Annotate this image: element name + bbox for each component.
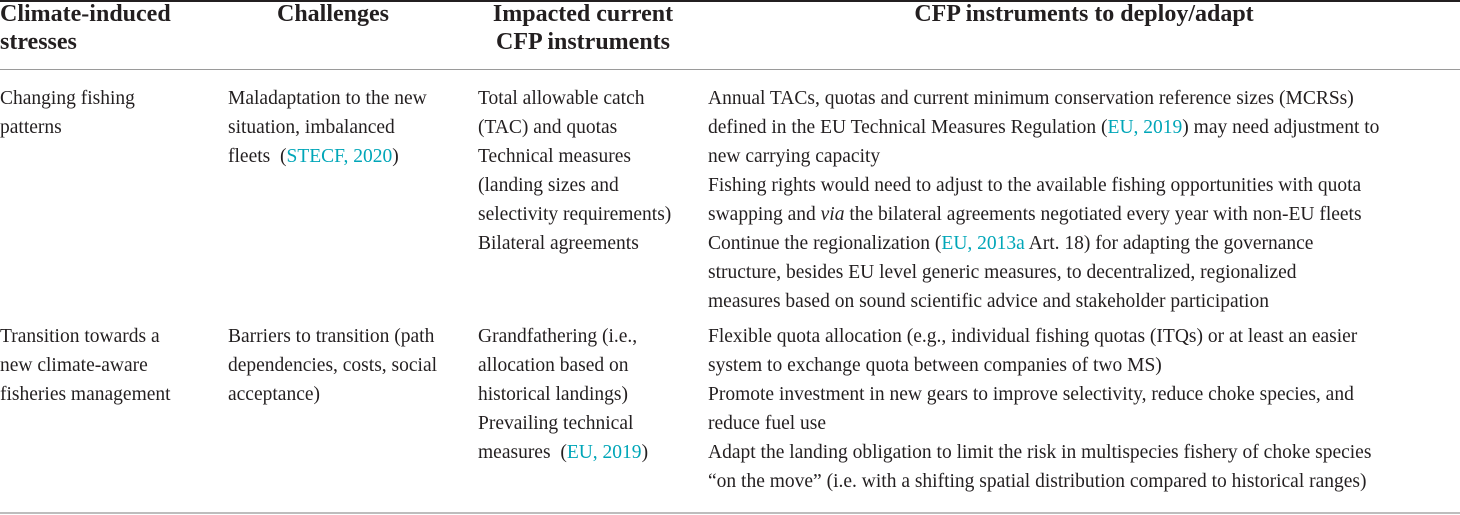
cell-line: historical landings) bbox=[478, 384, 629, 405]
cell-line: Fishing rights would need to adjust to the available fishing opportunities with quota bbox=[708, 175, 1362, 196]
cell-line: Prevailing technical bbox=[478, 413, 634, 434]
cell-line bbox=[708, 200, 1379, 229]
cell-text: measures bbox=[478, 442, 551, 463]
header-impacted-instruments bbox=[478, 0, 688, 56]
cell-line: patterns bbox=[0, 117, 62, 138]
cell-line: defined in the EU Technical Measures Regulation (EU, 2019) may need adjustment to bbox=[708, 117, 1380, 138]
header-text: stresses bbox=[0, 29, 77, 55]
cell-text: fleets bbox=[228, 146, 271, 167]
row1-stress-cell bbox=[0, 84, 135, 142]
header-divider-rule bbox=[0, 69, 1460, 70]
header-climate-induced-stresses bbox=[0, 0, 210, 56]
cell-line: fisheries management bbox=[0, 384, 171, 405]
header-text: CFP instruments bbox=[496, 29, 670, 55]
cell-line: Flexible quota allocation (e.g., individual fishing quotas (ITQs) or at least an easier bbox=[708, 326, 1358, 347]
reference-link-eu-2019[interactable]: EU, 2019 bbox=[1107, 117, 1183, 138]
cell-line: (TAC) and quotas bbox=[478, 117, 618, 138]
header-text: CFP instruments to deploy/adapt bbox=[914, 1, 1254, 27]
cell-line: “on the move” (i.e. with a shifting spatial distribution compared to historical ranges) bbox=[708, 471, 1367, 492]
row2-challenge-cell bbox=[228, 322, 437, 409]
cell-line: Bilateral agreements bbox=[478, 233, 639, 254]
reference-link-eu-2019[interactable]: EU, 2019 bbox=[566, 442, 642, 463]
reference-link-eu-2013a[interactable]: EU, 2013a bbox=[941, 233, 1025, 254]
header-instruments-to-deploy bbox=[708, 0, 1460, 28]
reference-link-stecf-2020[interactable]: STECF, 2020 bbox=[286, 146, 393, 167]
cell-line: Barriers to transition (path bbox=[228, 326, 435, 347]
cell-line: Transition towards a bbox=[0, 326, 160, 347]
cell-line: new carrying capacity bbox=[708, 146, 881, 167]
header-challenges bbox=[228, 0, 438, 28]
cell-line: situation, imbalanced bbox=[228, 117, 395, 138]
row2-impacted-cell bbox=[478, 322, 648, 467]
cell-line: system to exchange quota between companies of two MS) bbox=[708, 355, 1162, 376]
cell-line: allocation based on bbox=[478, 355, 629, 376]
cell-italic-text: via bbox=[820, 204, 845, 225]
cell-line: measures based on sound scientific advice and stakeholder participation bbox=[708, 291, 1269, 312]
cell-line: reduce fuel use bbox=[708, 413, 827, 434]
cell-line: measures (EU, 2019) bbox=[478, 442, 649, 463]
row2-stress-cell bbox=[0, 322, 171, 409]
cell-line: acceptance) bbox=[228, 384, 320, 405]
cell-text: swapping and bbox=[708, 204, 816, 225]
cell-line: Annual TACs, quotas and current minimum conservation reference sizes (MCRSs) bbox=[708, 88, 1354, 109]
row1-impacted-cell bbox=[478, 84, 671, 258]
cell-line: Continue the regionalization (EU, 2013a Art. 18) for adapting the governance bbox=[708, 233, 1314, 254]
header-text: Impacted current bbox=[492, 1, 674, 27]
cell-line: dependencies, costs, social bbox=[228, 355, 438, 376]
cell-line: Maladaptation to the new bbox=[228, 88, 427, 109]
row1-deploy-cell bbox=[708, 84, 1379, 316]
cell-text: defined in the EU Technical Measures Regulation bbox=[708, 117, 1097, 138]
cell-line: Adapt the landing obligation to limit the risk in multispecies fishery of choke species bbox=[708, 442, 1372, 463]
cell-line: fleets (STECF, 2020) bbox=[228, 146, 399, 167]
row1-challenge-cell bbox=[228, 84, 427, 171]
cell-line: Total allowable catch bbox=[478, 88, 645, 109]
cell-text: the bilateral agreements negotiated every year with non-EU fleets bbox=[849, 204, 1362, 225]
row2-deploy-cell bbox=[708, 322, 1371, 496]
cell-line: selectivity requirements) bbox=[478, 204, 672, 225]
cell-line: Technical measures bbox=[478, 146, 631, 167]
cell-line: Promote investment in new gears to improve selectivity, reduce choke species, and bbox=[708, 384, 1354, 405]
cell-line: Changing fishing bbox=[0, 88, 135, 109]
header-text: Challenges bbox=[276, 1, 389, 27]
table-bottom-rule bbox=[0, 512, 1460, 514]
cell-text: may need adjustment to bbox=[1193, 117, 1380, 138]
cell-text: Art. 18) for adapting the governance bbox=[1028, 233, 1314, 254]
cell-line: Grandfathering (i.e., bbox=[478, 326, 638, 347]
cell-text: Continue the regionalization bbox=[708, 233, 931, 254]
cell-line: (landing sizes and bbox=[478, 175, 619, 196]
cell-line: structure, besides EU level generic measures, to decentralized, regionalized bbox=[708, 262, 1297, 283]
header-text: Climate-induced bbox=[0, 1, 171, 27]
cell-line: new climate-aware bbox=[0, 355, 148, 376]
